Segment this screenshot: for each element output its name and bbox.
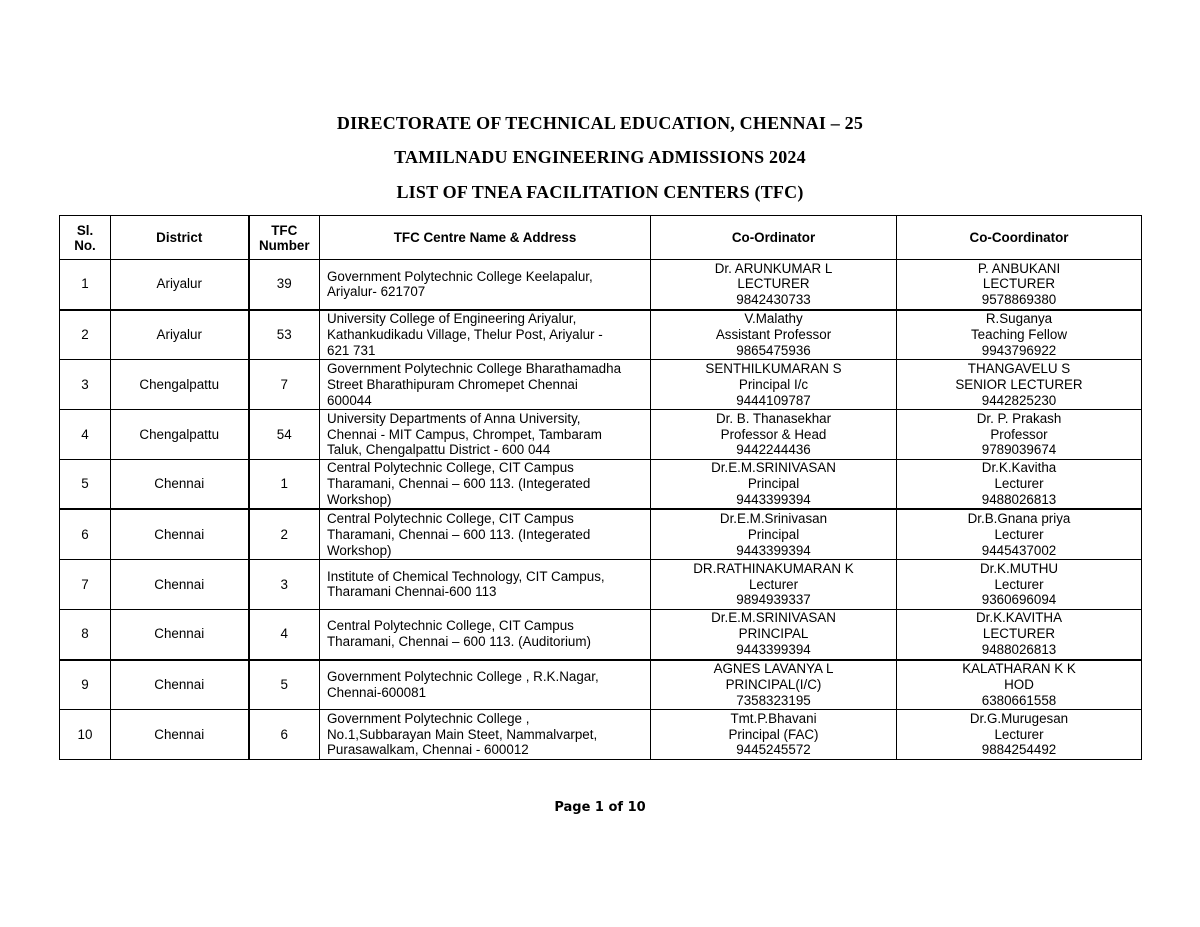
cell-district: Chennai — [111, 609, 249, 659]
cell-coordinator-line: Tmt.P.Bhavani — [730, 710, 817, 726]
header-tfc-line2: Number — [258, 237, 310, 253]
cell-co-coordinator-line: Professor — [990, 426, 1048, 442]
cell-centre-address — [320, 560, 651, 610]
cell-centre-address — [320, 360, 651, 410]
table-row — [60, 260, 1142, 310]
cell-coordinator-line: Professor & Head — [720, 426, 827, 442]
cell-centre-address-line: 600044 — [327, 392, 372, 408]
cell-centre-address-line: Chennai-600081 — [327, 684, 427, 700]
cell-centre-address-line: Government Polytechnic College , R.K.Nagar, — [327, 669, 599, 685]
cell-sl-no: 9 — [60, 660, 111, 710]
table-row — [60, 660, 1142, 710]
cell-coordinator-line: Lecturer — [748, 576, 799, 592]
cell-centre-address-line: Kathankudikadu Village, Thelur Post, Ariyalur - — [327, 327, 603, 343]
cell-co-coordinator-line: P. ANBUKANI — [977, 260, 1061, 276]
cell-co-coordinator — [897, 310, 1142, 360]
cell-district: Chennai — [111, 660, 249, 710]
cell-co-coordinator-line: 9442825230 — [981, 392, 1057, 408]
cell-centre-address-line: Central Polytechnic College, CIT Campus — [327, 618, 574, 634]
cell-centre-address-line: Tharamani, Chennai – 600 113. (Auditorium) — [327, 634, 591, 650]
cell-co-coordinator-line: 9360696094 — [981, 592, 1057, 608]
cell-centre-address-line: 621 731 — [327, 342, 376, 358]
cell-centre-address — [320, 660, 651, 710]
cell-coordinator — [651, 660, 897, 710]
cell-co-coordinator-line: Lecturer — [994, 576, 1044, 592]
table-row — [60, 609, 1142, 659]
cell-centre-address-line: Government Polytechnic College Bharathamadha — [327, 361, 622, 377]
cell-co-coordinator — [897, 560, 1142, 610]
cell-co-coordinator — [897, 360, 1142, 410]
cell-coordinator-line: Dr.E.M.SRINIVASAN — [711, 610, 836, 626]
cell-coordinator-line: 9442244436 — [736, 442, 811, 458]
cell-tfc-number: 6 — [249, 710, 320, 760]
cell-centre-address-line: Tharamani, Chennai – 600 113. (Integerated — [327, 476, 591, 492]
cell-co-coordinator — [897, 710, 1142, 760]
cell-co-coordinator-line: 9445437002 — [981, 542, 1057, 558]
cell-centre-address-line: Institute of Chemical Technology, CIT Campus, — [327, 568, 605, 584]
cell-centre-address — [320, 410, 651, 460]
cell-coordinator-line: Principal (FAC) — [728, 726, 819, 742]
header-coordinator: Co-Ordinator — [651, 216, 897, 260]
cell-centre-address-line: Street Bharathipuram Chromepet Chennai — [327, 376, 578, 392]
cell-coordinator-line: 9443399394 — [736, 642, 811, 658]
cell-tfc-number: 7 — [249, 360, 320, 410]
cell-centre-address-line: Purasawalkam, Chennai - 600012 — [327, 742, 529, 758]
cell-co-coordinator-line: 9578869380 — [981, 292, 1057, 308]
cell-co-coordinator-line: SENIOR LECTURER — [955, 376, 1083, 392]
cell-tfc-number: 4 — [249, 609, 320, 659]
cell-centre-address — [320, 710, 651, 760]
cell-centre-address-line: Central Polytechnic College, CIT Campus — [327, 460, 574, 476]
cell-co-coordinator-line: Lecturer — [994, 726, 1044, 742]
cell-district: Chengalpattu — [111, 410, 249, 460]
cell-coordinator-line: Assistant Professor — [715, 327, 832, 343]
cell-coordinator-line: 9443399394 — [736, 491, 811, 507]
cell-co-coordinator-line: 9488026813 — [981, 491, 1057, 507]
cell-coordinator-line: 9894939337 — [736, 592, 811, 608]
cell-coordinator-line: Principal I/c — [738, 376, 809, 392]
cell-centre-address-line: Taluk, Chengalpattu District - 600 044 — [327, 442, 551, 458]
cell-district: Chennai — [111, 509, 249, 559]
cell-tfc-number: 5 — [249, 660, 320, 710]
cell-co-coordinator-line: Dr.K.MUTHU — [979, 560, 1059, 576]
header-sl-no — [60, 216, 111, 260]
table-row — [60, 560, 1142, 610]
cell-centre-address-line: Workshop) — [327, 491, 392, 507]
cell-centre-address-line: Central Polytechnic College, CIT Campus — [327, 511, 574, 527]
cell-co-coordinator-line: THANGAVELU S — [967, 361, 1071, 377]
header-district: District — [111, 216, 249, 260]
cell-coordinator-line: Dr. ARUNKUMAR L — [714, 260, 833, 276]
header-sl-line1: Sl. — [76, 222, 94, 238]
cell-district: Chennai — [111, 710, 249, 760]
tfc-table — [59, 215, 1142, 760]
title-tfc-list: LIST OF TNEA FACILITATION CENTERS (TFC) — [396, 182, 804, 202]
cell-coordinator-line: AGNES LAVANYA L — [713, 661, 834, 677]
cell-sl-no: 7 — [60, 560, 111, 610]
cell-tfc-number: 1 — [249, 459, 320, 509]
cell-co-coordinator-line: Dr.K.Kavitha — [981, 460, 1057, 476]
cell-sl-no: 3 — [60, 360, 111, 410]
cell-coordinator-line: Principal — [747, 476, 800, 492]
cell-co-coordinator — [897, 609, 1142, 659]
cell-tfc-number: 2 — [249, 509, 320, 559]
table-row — [60, 310, 1142, 360]
cell-co-coordinator-line: 9488026813 — [981, 642, 1057, 658]
cell-co-coordinator — [897, 260, 1142, 310]
cell-coordinator-line: PRINCIPAL(I/C) — [725, 676, 822, 692]
cell-coordinator — [651, 710, 897, 760]
cell-district: Ariyalur — [111, 260, 249, 310]
cell-sl-no: 8 — [60, 609, 111, 659]
cell-coordinator — [651, 360, 897, 410]
cell-coordinator — [651, 509, 897, 559]
cell-co-coordinator — [897, 660, 1142, 710]
cell-coordinator-line: 9445245572 — [736, 742, 811, 758]
table-row — [60, 459, 1142, 509]
cell-co-coordinator-line: Lecturer — [994, 476, 1044, 492]
cell-centre-address-line: University Departments of Anna University, — [327, 410, 581, 426]
cell-co-coordinator-line: 6380661558 — [981, 692, 1057, 708]
cell-coordinator — [651, 310, 897, 360]
cell-co-coordinator-line: Dr.B.Gnana priya — [967, 511, 1071, 527]
cell-district: Chennai — [111, 560, 249, 610]
header-co-coordinator: Co-Coordinator — [897, 216, 1142, 260]
cell-sl-no: 5 — [60, 459, 111, 509]
table-row — [60, 410, 1142, 460]
cell-centre-address-line: Ariyalur- 621707 — [327, 284, 426, 300]
cell-centre-address-line: Government Polytechnic College Keelapalur, — [327, 268, 593, 284]
cell-coordinator-line: Dr. B. Thanasekhar — [715, 410, 832, 426]
cell-co-coordinator-line: HOD — [1004, 676, 1034, 692]
cell-sl-no: 6 — [60, 509, 111, 559]
cell-coordinator-line: Principal — [747, 526, 800, 542]
cell-coordinator — [651, 459, 897, 509]
cell-centre-address-line: Tharamani Chennai-600 113 — [327, 584, 497, 600]
table-body — [60, 260, 1142, 760]
cell-district: Chengalpattu — [111, 360, 249, 410]
cell-coordinator-line: 9865475936 — [736, 342, 811, 358]
cell-coordinator-line: DR.RATHINAKUMARAN K — [693, 560, 854, 576]
cell-centre-address — [320, 310, 651, 360]
cell-co-coordinator-line: LECTURER — [982, 626, 1056, 642]
cell-district: Ariyalur — [111, 310, 249, 360]
cell-coordinator-line: Dr.E.M.SRINIVASAN — [711, 460, 836, 476]
cell-co-coordinator-line: Dr.G.Murugesan — [969, 710, 1069, 726]
title-directorate: DIRECTORATE OF TECHNICAL EDUCATION, CHENNAI – 25 — [336, 113, 864, 133]
cell-tfc-number: 39 — [249, 260, 320, 310]
cell-coordinator-line: LECTURER — [737, 276, 810, 292]
cell-centre-address-line: Workshop) — [327, 542, 392, 558]
cell-tfc-number: 54 — [249, 410, 320, 460]
cell-tfc-number: 3 — [249, 560, 320, 610]
header-tfc-number — [249, 216, 320, 260]
cell-coordinator — [651, 609, 897, 659]
cell-co-coordinator-line: Teaching Fellow — [970, 327, 1067, 343]
cell-sl-no: 1 — [60, 260, 111, 310]
cell-coordinator-line: 9444109787 — [736, 392, 811, 408]
cell-centre-address-line: No.1,Subbarayan Main Steet, Nammalvarpet, — [327, 726, 598, 742]
cell-coordinator — [651, 410, 897, 460]
cell-centre-address — [320, 459, 651, 509]
page-number: Page 1 of 10 — [554, 800, 646, 815]
cell-centre-address-line: Government Polytechnic College , — [327, 710, 530, 726]
cell-centre-address — [320, 609, 651, 659]
cell-centre-address — [320, 260, 651, 310]
cell-centre-address-line: University College of Engineering Ariyalur, — [327, 311, 577, 327]
title-admissions: TAMILNADU ENGINEERING ADMISSIONS 2024 — [394, 147, 806, 167]
table-row — [60, 360, 1142, 410]
cell-co-coordinator-line: Lecturer — [994, 526, 1044, 542]
cell-centre-address-line: Chennai - MIT Campus, Chrompet, Tambaram — [327, 426, 602, 442]
header-tfc-line1: TFC — [271, 222, 298, 238]
cell-coordinator — [651, 560, 897, 610]
cell-co-coordinator-line: LECTURER — [982, 276, 1056, 292]
cell-district: Chennai — [111, 459, 249, 509]
cell-coordinator-line: V.Malathy — [744, 311, 803, 327]
cell-centre-address — [320, 509, 651, 559]
cell-coordinator-line: PRINCIPAL — [738, 626, 809, 642]
cell-coordinator-line: 9842430733 — [736, 292, 811, 308]
cell-coordinator-line: 9443399394 — [736, 542, 811, 558]
cell-coordinator-line: 7358323195 — [736, 692, 811, 708]
cell-co-coordinator — [897, 509, 1142, 559]
cell-centre-address-line: Tharamani, Chennai – 600 113. (Integerated — [327, 526, 591, 542]
cell-coordinator — [651, 260, 897, 310]
cell-co-coordinator — [897, 459, 1142, 509]
cell-sl-no: 10 — [60, 710, 111, 760]
table-row — [60, 509, 1142, 559]
cell-co-coordinator-line: KALATHARAN K K — [962, 661, 1076, 677]
cell-co-coordinator — [897, 410, 1142, 460]
cell-tfc-number: 53 — [249, 310, 320, 360]
header-sl-line2: No. — [74, 237, 96, 253]
cell-sl-no: 2 — [60, 310, 111, 360]
table-row — [60, 710, 1142, 760]
header-centre: TFC Centre Name & Address — [320, 216, 651, 260]
cell-co-coordinator-line: Dr. P. Prakash — [976, 410, 1062, 426]
table-header-row — [60, 216, 1142, 260]
cell-co-coordinator-line: 9943796922 — [981, 342, 1057, 358]
cell-sl-no: 4 — [60, 410, 111, 460]
cell-coordinator-line: Dr.E.M.Srinivasan — [719, 511, 828, 527]
cell-co-coordinator-line: Dr.K.KAVITHA — [975, 610, 1063, 626]
cell-co-coordinator-line: R.Suganya — [985, 311, 1053, 327]
cell-co-coordinator-line: 9789039674 — [981, 442, 1057, 458]
cell-coordinator-line: SENTHILKUMARAN S — [705, 361, 842, 377]
cell-co-coordinator-line: 9884254492 — [981, 742, 1057, 758]
